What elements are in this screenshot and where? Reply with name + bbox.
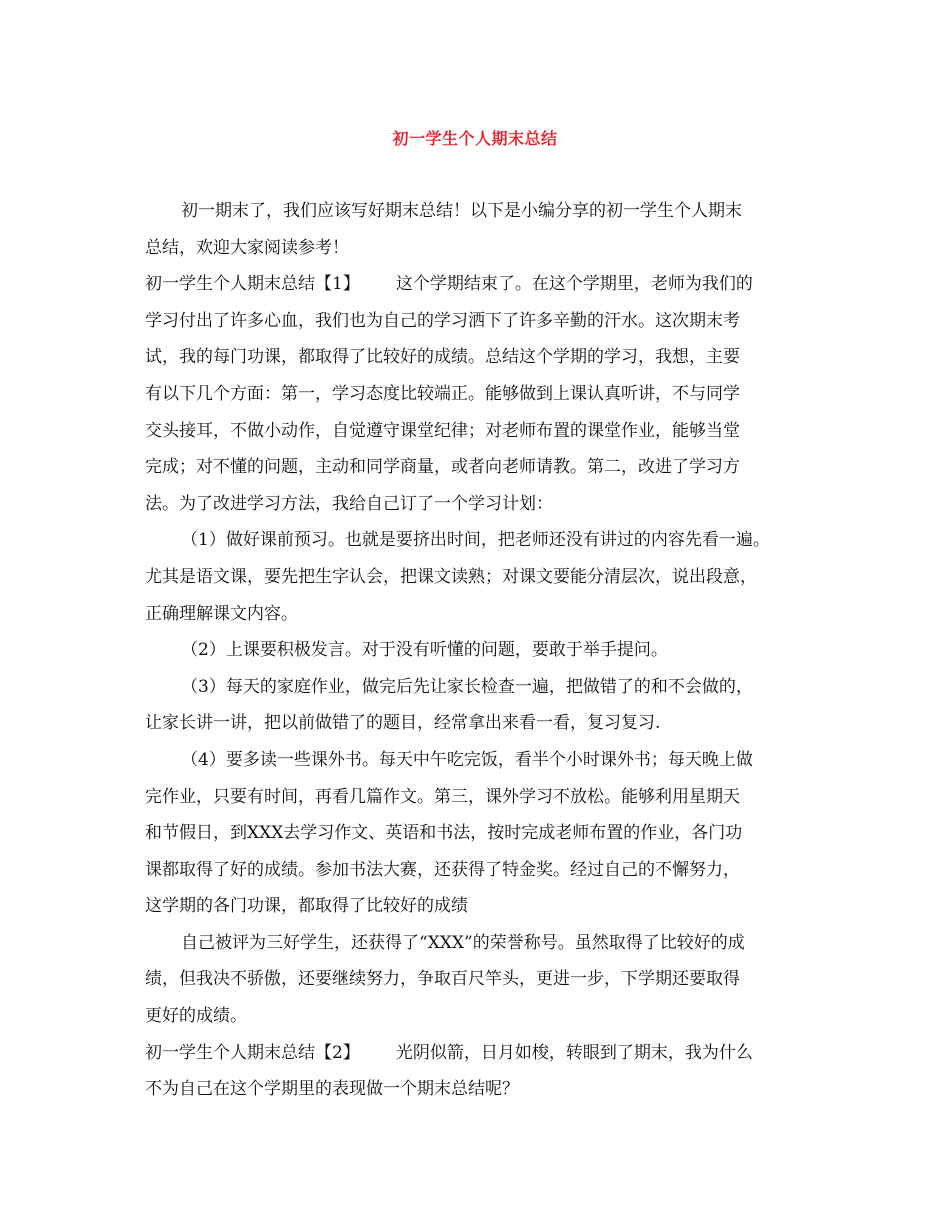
paragraph-line: 不为自己在这个学期里的表现做一个期末总结呢？ xyxy=(145,1079,519,1100)
paragraph-line: 学习付出了许多心血，我们也为自己的学习洒下了许多辛勤的汗水。这次期末考 xyxy=(145,310,740,331)
section-2-heading: 初一学生个人期末总结【2】 xyxy=(145,1042,360,1063)
list-item-4-line: 这学期的各门功课，都取得了比较好的成绩 xyxy=(145,896,468,917)
paragraph-line: 交头接耳，不做小动作，自觉遵守课堂纪律；对老师布置的课堂作业，能够当堂 xyxy=(145,420,740,441)
list-item-3-line: 让家长讲一讲，把以前做错了的题目，经常拿出来看一看，复习复习. xyxy=(145,713,661,734)
intro-line-2: 总结，欢迎大家阅读参考！ xyxy=(145,237,349,258)
list-item-3-line: （3）每天的家庭作业，做完后先让家长检查一遍，把做错了的和不会做的， xyxy=(181,676,753,697)
conclusion-line: 绩，但我决不骄傲，还要继续努力，争取百尺竿头，更进一步，下学期还要取得 xyxy=(145,969,740,990)
document-body xyxy=(145,193,835,1108)
list-item-1-line: （1）做好课前预习。也就是要挤出时间，把老师还没有讲过的内容先看一遍。 xyxy=(181,530,770,551)
list-item-2-line: （2）上课要积极发言。对于没有听懂的问题，要敢于举手提问。 xyxy=(181,640,668,661)
paragraph-line: 法。为了改进学习方法，我给自己订了一个学习计划： xyxy=(145,493,553,514)
conclusion-line: 自己被评为三好学生，还获得了“XXX”的荣誉称号。虽然取得了比较好的成 xyxy=(181,932,745,953)
list-item-4-line: 和节假日，到XXX去学习作文、英语和书法，按时完成老师布置的作业，各门功 xyxy=(145,823,743,844)
list-item-1-line: 尤其是语文课，要先把生字认会，把课文读熟；对课文要能分清层次，说出段意， xyxy=(145,566,757,587)
list-item-4-line: （4）要多读一些课外书。每天中午吃完饭，看半个小时课外书；每天晚上做 xyxy=(181,749,753,770)
section-2-first-sentence: 光阴似箭，日月如梭，转眼到了期末，我为什么 xyxy=(395,1042,753,1063)
conclusion-line: 更好的成绩。 xyxy=(145,1006,247,1027)
document-title: 初一学生个人期末总结 xyxy=(392,129,558,148)
list-item-1-line: 正确理解课文内容。 xyxy=(145,603,298,624)
paragraph-line: 有以下几个方面：第一，学习态度比较端正。能够做到上课认真听讲，不与同学 xyxy=(145,383,740,404)
intro-line-1: 初一期末了，我们应该写好期末总结！以下是小编分享的初一学生个人期末 xyxy=(181,201,742,221)
paragraph-line: 试，我的每门功课，都取得了比较好的成绩。总结这个学期的学习，我想，主要 xyxy=(145,347,740,368)
section-1-first-sentence: 这个学期结束了。在这个学期里，老师为我们的 xyxy=(395,274,753,295)
section-2-heading-line xyxy=(145,1035,835,1072)
list-item-4-line: 完作业，只要有时间，再看几篇作文。第三，课外学习不放松。能够利用星期天 xyxy=(145,786,740,807)
section-1-heading-line xyxy=(145,266,835,303)
paragraph-line: 完成；对不懂的问题，主动和同学商量，或者向老师请教。第二，改进了学习方 xyxy=(145,457,740,478)
section-1-heading: 初一学生个人期末总结【1】 xyxy=(145,274,360,295)
list-item-4-line: 课都取得了好的成绩。参加书法大赛，还获得了特金奖。经过自己的不懈努力， xyxy=(145,859,740,880)
